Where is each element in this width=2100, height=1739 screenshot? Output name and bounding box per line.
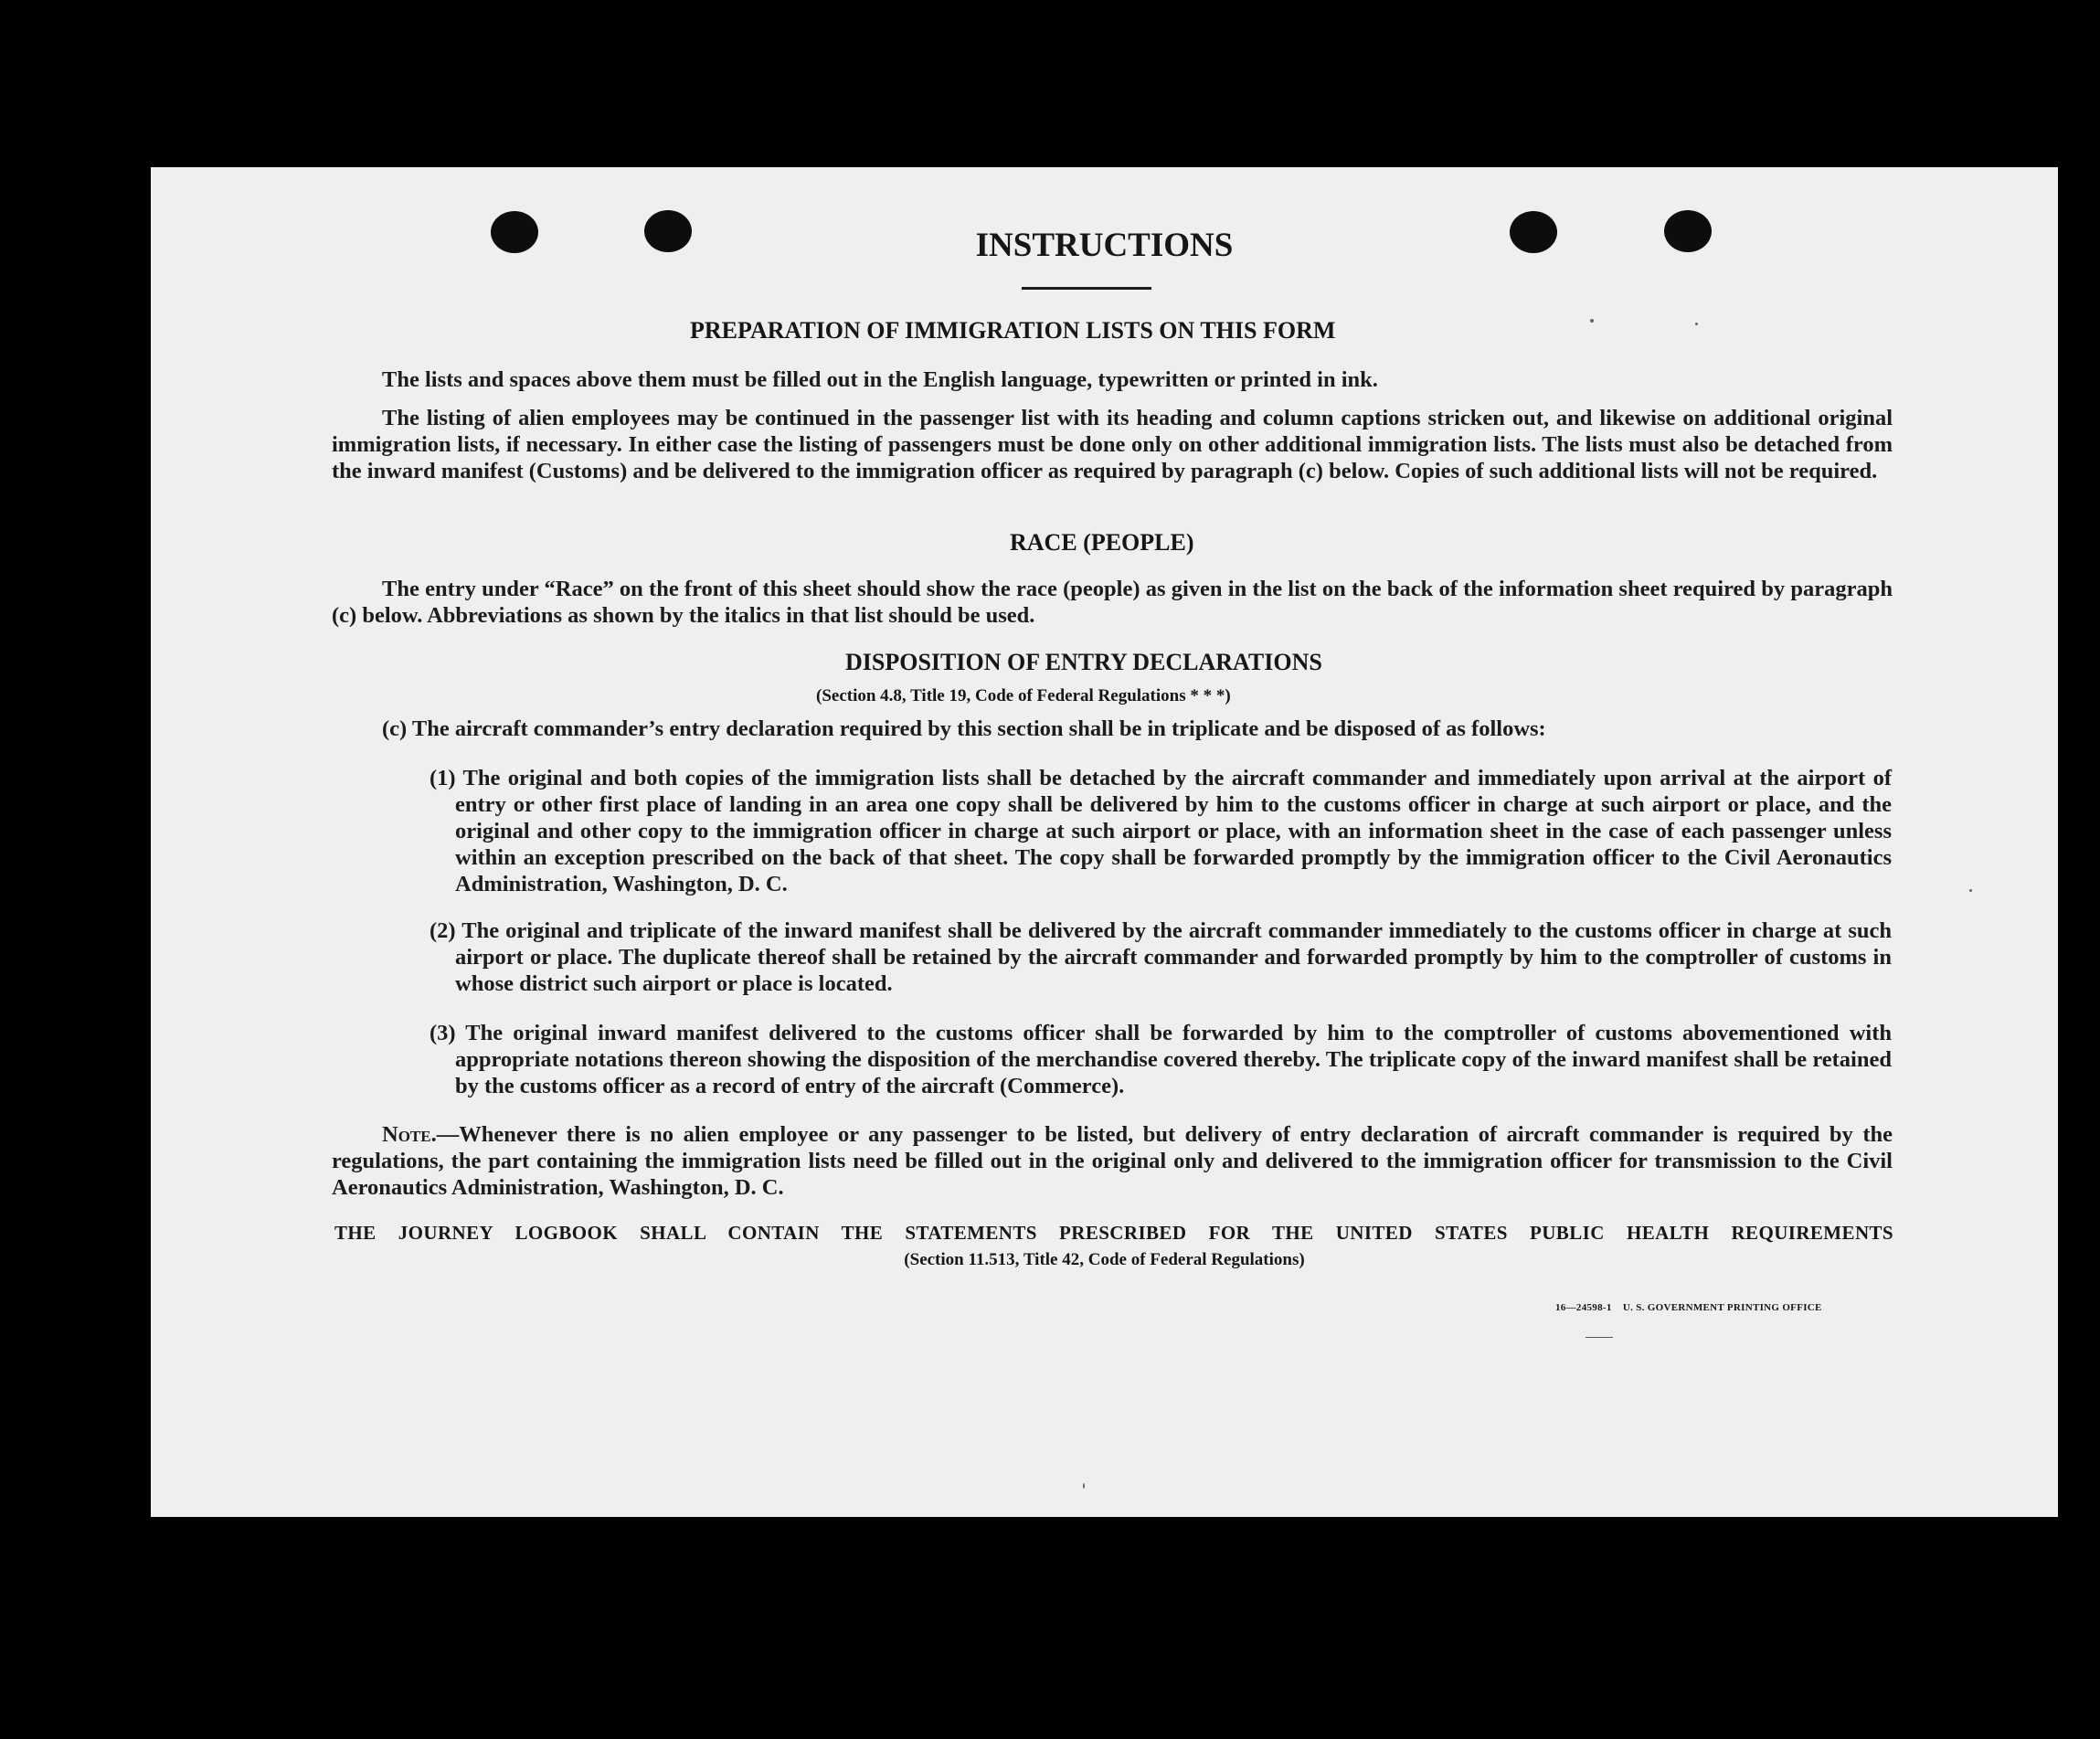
list-item-3: (3) The original inward manifest delivered to the customs officer shall be forwarded by him to the comptroller of customs abovementioned with appropriate notations thereon showing the disposition of the merchandise covered thereby. The triplicate copy of the inward manifest shall be retained by the customs officer as a record of entry of the aircraft (Commerce). (430, 1021, 1892, 1098)
speck (1083, 1483, 1085, 1489)
form-number: 16—24598-1 (1555, 1302, 1612, 1313)
list-item-2: (2) The original and triplicate of the inward manifest shall be delivered by the aircraft commander immediately to the customs officer in charge at such airport or place. The duplicate thereof shall be retained by the aircraft commander and forwarded promptly by him to the comptroller of customs in whose district such airport or place is located. (430, 918, 1892, 996)
paragraph-alien-employees: The listing of alien employees may be continued in the passenger list with its heading and column captions stricken out, and likewise on additional original immigration lists, if necessary. In either case the listing of passengers must be done only on other additional immigration lists. The lists must also be detached from the inward manifest (Customs) and be delivered to the immigration officer as required by paragraph (c) below. Copies of such additional lists will not be required. (332, 406, 1893, 483)
paragraph-race: The entry under “Race” on the front of this sheet should show the race (people) as given in the list on the back of the information sheet required by paragraph (c) below. Abbreviations as shown by the italics in that list should be used. (332, 577, 1893, 628)
title-underline (1022, 287, 1151, 290)
logbook-subheading: (Section 11.513, Title 42, Code of Federal Regulations) (904, 1250, 1305, 1269)
heading-disposition: DISPOSITION OF ENTRY DECLARATIONS (845, 649, 1322, 675)
heading-preparation: PREPARATION OF IMMIGRATION LISTS ON THIS FORM (690, 317, 1336, 344)
logbook-heading: THE JOURNEY LOGBOOK SHALL CONTAIN THE STATEMENTS PRESCRIBED FOR THE UNITED STATES PUBLIC HEALTH REQUIREMENTS (334, 1222, 1893, 1244)
note-text: —Whenever there is no alien employee or any passenger to be listed, but delivery of entry declaration of aircraft commander is required by the regulations, the part containing the immigration lists need be filled out in the original only and delivered to the immigration officer for transmission to the Civil Aeronautics Administration, Washington, D. C. (332, 1122, 1893, 1200)
document-title: INSTRUCTIONS (975, 227, 1234, 264)
subheading-disposition: (Section 4.8, Title 19, Code of Federal Regulations * * *) (816, 686, 1231, 705)
edge-mark (2026, 1085, 2046, 1099)
paragraph-language: The lists and spaces above them must be filled out in the English language, typewritten or printed in ink. (382, 367, 1378, 392)
imprint-rule (1586, 1337, 1613, 1338)
list-item-1: (1) The original and both copies of the immigration lists shall be detached by the aircraft commander and immediately upon arrival at the airport of entry or other first place of landing in an area one copy shall be delivered by him to the customs officer in charge at such airport or place, and the original and other copy to the immigration officer in charge at such airport or place, with an information sheet in the case of each passenger unless within an exception prescribed on the back of that sheet. The copy shall be forwarded promptly by the immigration officer to the Civil Aeronautics Administration, Washington, D. C. (430, 766, 1892, 896)
speck (1969, 889, 1972, 892)
paragraph-c-intro: (c) The aircraft commander’s entry declaration required by this section shall be in triplicate and be disposed of as follows: (382, 716, 1546, 741)
speck (1590, 319, 1594, 323)
note-paragraph (332, 1121, 1893, 1201)
speck (1695, 323, 1698, 325)
heading-race: RACE (PEOPLE) (1010, 529, 1194, 556)
instruction-sheet (151, 167, 2058, 1517)
printer-imprint (1555, 1302, 1822, 1313)
note-label: Note. (382, 1122, 437, 1147)
printer-name: U. S. GOVERNMENT PRINTING OFFICE (1622, 1302, 1822, 1313)
